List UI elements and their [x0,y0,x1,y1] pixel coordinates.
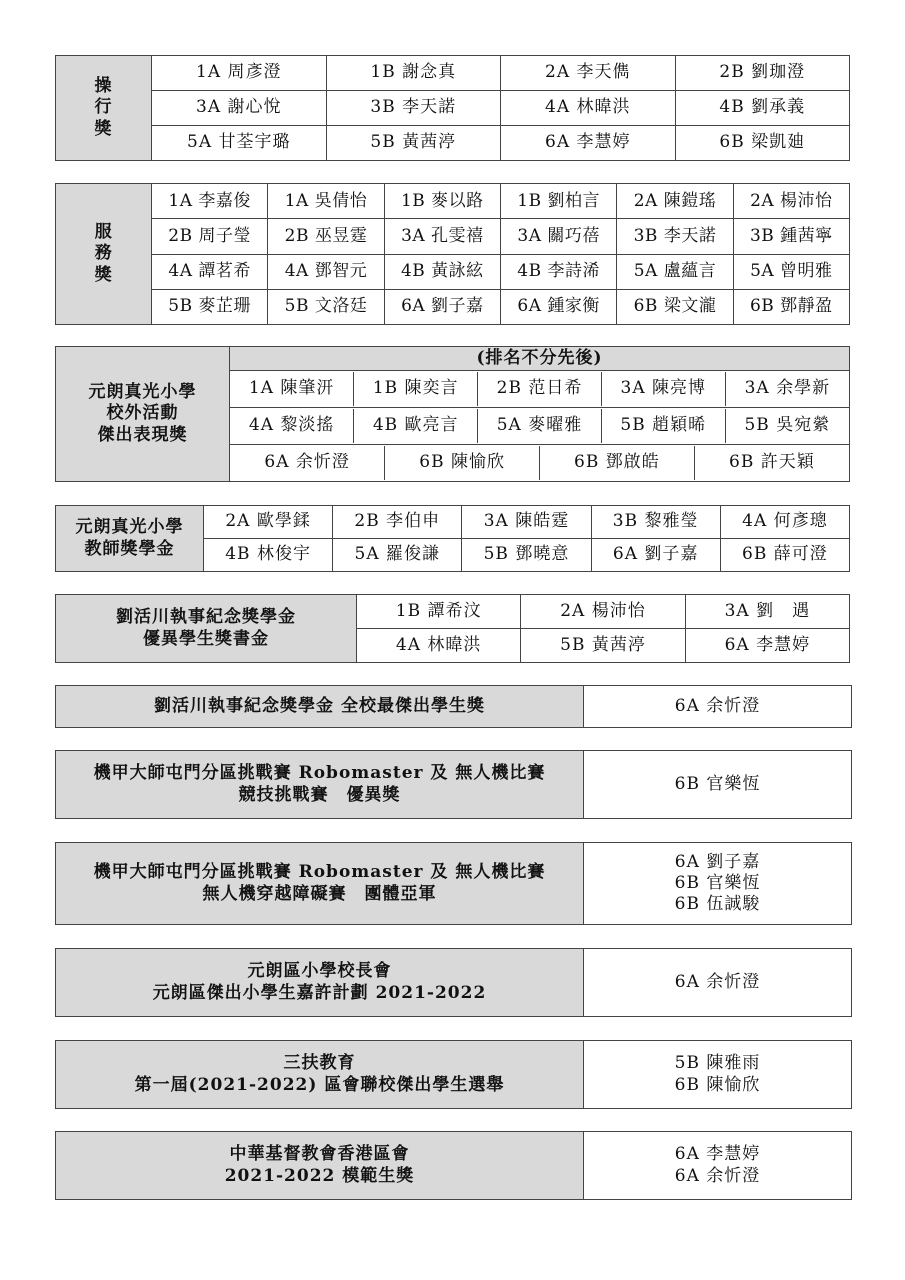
student-cell: 1B 陳奕言 [354,372,478,406]
student-cell: 4A 譚茗希 [152,254,268,289]
student-cell: 5B 吳宛縈 [725,409,849,443]
student-cell: 6A 劉子嘉 [591,539,720,572]
award-title: 三扶教育 第一屆(2021-2022) 區會聯校傑出學生選舉 [56,1041,584,1109]
student-cell: 4A 林暐洪 [501,91,676,126]
student-cell: 5B 趙穎晞 [601,409,725,443]
student-cell: 5A 曾明雅 [733,254,849,289]
student-cell: 2B 周子瑩 [152,219,268,254]
award-winners: 6A 劉子嘉 6B 官樂恆 6B 伍誠駿 [584,843,852,925]
student-cell: 1B 謝念真 [326,56,501,91]
student-cell: 3B 李天諾 [326,91,501,126]
extracurricular-award-title: 元朗真光小學 校外活動 傑出表現獎 [56,347,230,482]
student-cell: 1A 李嘉俊 [152,184,268,219]
student-cell: 3B 李天諾 [617,219,733,254]
student-cell: 2B 李伯申 [333,506,462,539]
student-cell: 2B 巫昱霆 [268,219,384,254]
student-cell: 1A 吳倩怡 [268,184,384,219]
student-cell: 4A 鄧智元 [268,254,384,289]
student-cell: 1B 麥以路 [384,184,500,219]
student-cell: 5A 盧蘊言 [617,254,733,289]
ranking-note: (排名不分先後) [230,347,850,371]
teacher-scholarship-title: 元朗真光小學 教師獎學金 [56,506,204,572]
student-cell: 2A 李天儁 [501,56,676,91]
student-cell: 4A 黎淡搖 [230,409,354,443]
award-winners: 5B 陳雅雨 6B 陳愉欣 [584,1041,852,1109]
student-cell: 4A 林暐洪 [357,629,521,663]
student-cell: 6A 鍾家衡 [500,289,616,324]
award-title: 劉活川執事紀念獎學金 全校最傑出學生獎 [56,686,584,728]
student-cell: 6B 梁凱廸 [675,126,850,161]
award-winners: 6A 余忻澄 [584,949,852,1017]
student-cell: 2B 劉珈澄 [675,56,850,91]
student-cell: 6A 李慧婷 [501,126,676,161]
student-cell: 4B 林俊宇 [204,539,333,572]
student-cell: 3B 黎雅瑩 [591,506,720,539]
award-title: 機甲大師屯門分區挑戰賽 Robomaster 及 無人機比賽 競技挑戰賽 優異獎 [56,751,584,819]
service-award-table [55,183,850,325]
student-cell: 1A 陳肇汧 [230,372,354,406]
student-cell: 5B 麥芷珊 [152,289,268,324]
extracurricular-award-table [55,346,850,482]
student-cell: 5B 鄧曉意 [462,539,591,572]
student-cell: 4B 黃詠絃 [384,254,500,289]
extracurricular-row-3 [230,444,850,481]
award-table [55,1040,852,1109]
student-cell: 2B 范日希 [478,372,602,406]
student-cell: 4B 李詩浠 [500,254,616,289]
student-cell: 4B 歐亮言 [354,409,478,443]
student-cell: 3B 鍾茜寧 [733,219,849,254]
student-cell: 6B 薛可澄 [720,539,849,572]
student-cell: 5A 甘荃宇璐 [152,126,327,161]
student-cell: 2A 楊沛怡 [521,595,685,629]
lau-scholarship-title: 劉活川執事紀念獎學金 優異學生獎書金 [56,595,357,663]
student-cell: 1A 周彥澄 [152,56,327,91]
award-table [55,948,852,1017]
student-cell: 5B 黃茜渟 [326,126,501,161]
student-cell: 6B 梁文瀧 [617,289,733,324]
student-cell: 2A 楊沛怡 [733,184,849,219]
student-cell: 6B 陳愉欣 [385,446,540,480]
student-cell: 3A 余學新 [725,372,849,406]
student-cell: 1B 譚希汶 [357,595,521,629]
award-table [55,1131,852,1200]
award-title: 中華基督教會香港區會 2021-2022 模範生獎 [56,1132,584,1200]
student-cell: 6A 劉子嘉 [384,289,500,324]
award-table [55,750,852,819]
extracurricular-row-1 [230,370,850,407]
student-cell: 3A 陳亮博 [601,372,725,406]
award-winners: 6A 李慧婷 6A 余忻澄 [584,1132,852,1200]
student-cell: 3A 謝心悅 [152,91,327,126]
student-cell: 2A 陳鎧瑤 [617,184,733,219]
conduct-award-title: 操 行 獎 [56,56,152,161]
student-cell: 6B 鄧靜盈 [733,289,849,324]
award-winners: 6A 余忻澄 [584,686,852,728]
student-cell: 5B 文洛廷 [268,289,384,324]
award-winners: 6B 官樂恆 [584,751,852,819]
student-cell: 3A 劉 遇 [685,595,849,629]
student-cell: 3A 孔雯禧 [384,219,500,254]
conduct-award-table [55,55,850,161]
student-cell: 6A 余忻澄 [230,446,385,480]
student-cell: 4B 劉承義 [675,91,850,126]
student-cell: 5B 黃茜渟 [521,629,685,663]
student-cell: 5A 羅俊謙 [333,539,462,572]
student-cell: 6B 鄧啟皓 [540,446,695,480]
student-cell: 1B 劉柏言 [500,184,616,219]
award-table [55,842,852,925]
award-title: 機甲大師屯門分區挑戰賽 Robomaster 及 無人機比賽 無人機穿越障礙賽 團體亞軍 [56,843,584,925]
student-cell: 2A 歐學鍒 [204,506,333,539]
extracurricular-row-2 [230,407,850,444]
student-cell: 3A 關巧蓓 [500,219,616,254]
award-title: 元朗區小學校長會 元朗區傑出小學生嘉許計劃 2021-2022 [56,949,584,1017]
student-cell: 5A 麥曜雅 [478,409,602,443]
lau-scholarship-table [55,594,850,663]
service-award-title: 服 務 獎 [56,184,152,325]
student-cell: 6A 李慧婷 [685,629,849,663]
student-cell: 4A 何彥璁 [720,506,849,539]
award-table [55,685,852,728]
teacher-scholarship-table [55,505,850,572]
student-cell: 6B 許天穎 [694,446,849,480]
student-cell: 3A 陳皓霆 [462,506,591,539]
